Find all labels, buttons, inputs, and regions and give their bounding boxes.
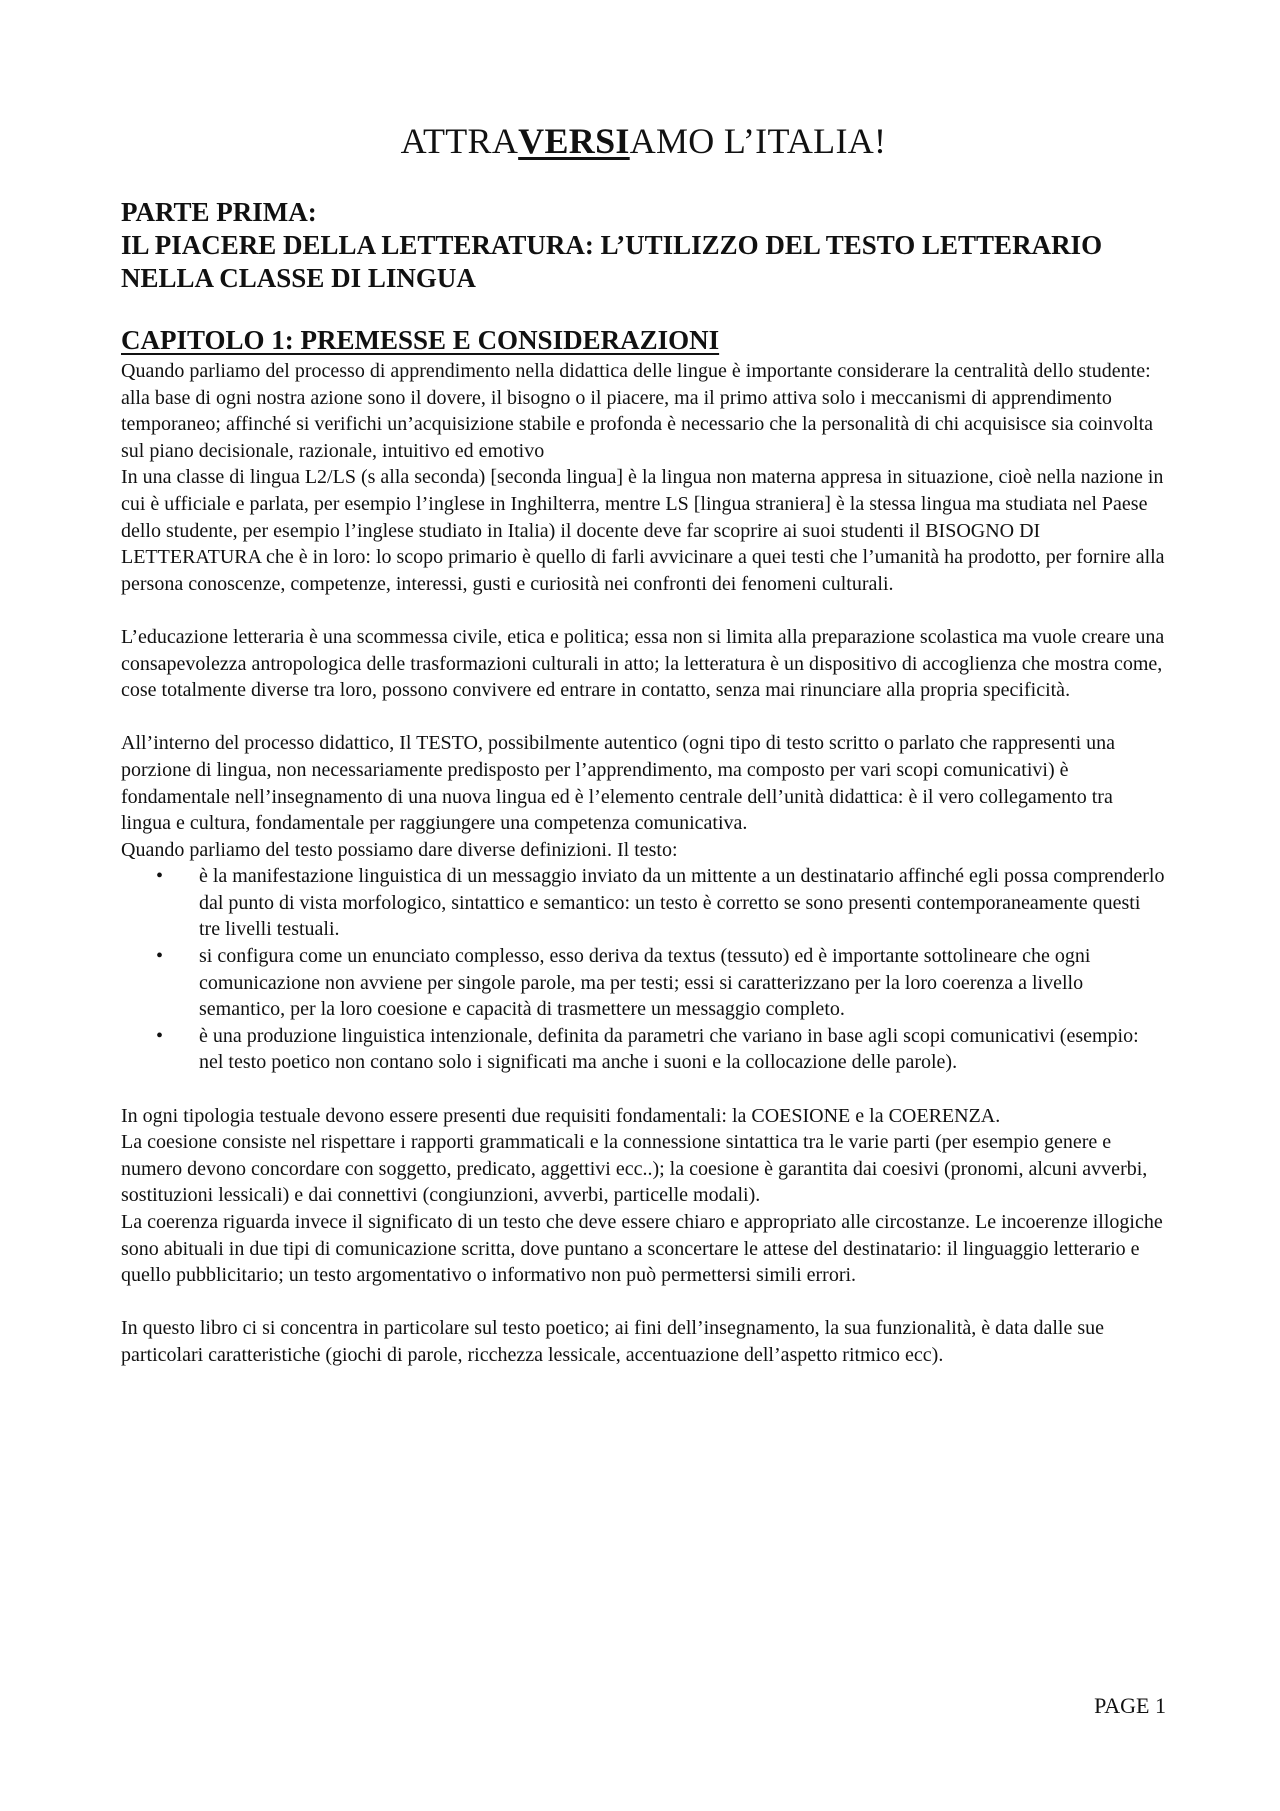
paragraph: In una classe di lingua L2/LS (s alla seconda) [seconda lingua] è la lingua non materna appresa in situazione, cioè nella nazione in cui è ufficiale e parlata, per esempio l’inglese in Inghilterra, mentre LS [lingua straniera] è la stessa lingua ma studiata nel Paese dello studente, per esempio l’inglese studiato in Italia) il docente deve far scoprire ai suoi studenti il BISOGNO DI LETTERATURA che è in loro: lo scopo primario è quello di farli avvicinare a quei testi che l’umanità ha prodotto, per fornire alla persona conoscenze, competenze, interessi, gusti e curiosità nei confronti dei fenomeni culturali. [121, 466, 1165, 595]
title-emphasis: VERSI [518, 121, 630, 161]
paragraph: Quando parliamo del testo possiamo dare diverse definizioni. Il testo: [121, 838, 678, 861]
page-number: PAGE 1 [1094, 1693, 1166, 1718]
part-heading [121, 196, 1166, 295]
paragraph: L’educazione letteraria è una scommessa civile, etica e politica; essa non si limita alla preparazione scolastica ma vuole creare una consapevolezza antropologica delle trasformazioni culturali in atto; la letteratura è un dispositivo di accoglienza che mostra come, cose totalmente diverse tra loro, possono convivere ed entrare in contatto, senza mai rinunciare alla propria specificità. [121, 625, 1165, 702]
paragraph: Quando parliamo del processo di apprendimento nella didattica delle lingue è importante considerare la centralità dello studente: alla base di ogni nostra azione sono il dovere, il bisogno o il piacere, ma il primo attiva solo i meccanismi di apprendimento temporaneo; affinché si verifichi un’acquisizione stabile e profonda è necessario che la personalità di chi acquisisce sia coinvolta sul piano decisionale, razionale, intuitivo ed emotivo [121, 360, 1154, 462]
list-item [156, 943, 1166, 1023]
document-page [121, 0, 1166, 1811]
title-prefix: ATTRA [400, 121, 519, 161]
definition-list [121, 863, 1166, 1076]
paragraph: La coerenza riguarda invece il significato di un testo che deve essere chiaro e appropriato alle circostanze. Le incoerenze illogiche sono abituali in due tipi di comunicazione scritta, dove puntano a sconcertare le attese del destinatario: il linguaggio letterario e quello pubblicitario; un testo argomentativo o informativo non può permettersi simili errori. [121, 1211, 1163, 1287]
list-item [156, 863, 1166, 943]
title-suffix: AMO L’ITALIA! [629, 121, 887, 161]
paragraph: In ogni tipologia testuale devono essere presenti due requisiti fondamentali: la COESIONE e la COERENZA. [121, 1104, 1001, 1127]
list-item-text: si configura come un enunciato complesso, esso deriva da textus (tessuto) ed è importante sottolineare che ogni comunicazione non avviene per singole parole, ma per testi; essi si caratterizzano per la loro coerenza a livello semantico, per la loro coesione e capacità di trasmettere un messaggio completo. [199, 945, 1091, 1021]
part-heading-subtitle: IL PIACERE DELLA LETTERATURA: L’UTILIZZO DEL TESTO LETTERARIO NELLA CLASSE DI LINGUA [121, 230, 1103, 293]
document-title [121, 120, 1166, 162]
list-item-text: è una produzione linguistica intenzionale, definita da parametri che variano in base agli scopi comunicativi (esempio: nel testo poetico non contano solo i significati ma anche i suoni e la collocazione delle parole). [199, 1024, 1139, 1074]
paragraph: All’interno del processo didattico, Il TESTO, possibilmente autentico (ogni tipo di testo scritto o parlato che rappresenti una porzione di lingua, non necessariamente predisposto per l’apprendimento, ma composto per vari scopi comunicativi) è fondamentale nell’insegnamento di una nuova lingua ed è l’elemento centrale dell’unità didattica: è il vero collegamento tra lingua e cultura, fondamentale per raggiungere una competenza comunicativa. [121, 732, 1116, 835]
list-item [156, 1023, 1166, 1076]
bullet-icon: • [156, 865, 164, 888]
paragraph: In questo libro ci si concentra in particolare sul testo poetico; ai fini dell’insegnamento, la sua funzionalità, è data dalle sue particolari caratteristiche (giochi di parole, ricchezza lessicale, accentuazione dell’aspetto ritmico ecc). [121, 1317, 1105, 1366]
part-heading-line: PARTE PRIMA: [121, 197, 317, 227]
list-item-text: è la manifestazione linguistica di un messaggio inviato da un mittente a un destinatario affinché egli possa comprenderlo dal punto di vista morfologico, sintattico e semantico: un testo è corretto se sono presenti contemporaneamente questi tre livelli testuali. [199, 865, 1165, 941]
chapter-heading: CAPITOLO 1: PREMESSE E CONSIDERAZIONI [121, 325, 720, 355]
paragraph: La coesione consiste nel rispettare i rapporti grammaticali e la connessione sintattica tra le varie parti (per esempio genere e numero devono concordare con soggetto, predicato, aggettivi ecc..); la coesione è garantita dai coesivi (pronomi, alcuni avverbi, sostituzioni lessicali) e dai connettivi (congiunzioni, avverbi, particelle modali). [121, 1131, 1148, 1207]
body-text [121, 358, 1166, 1369]
bullet-icon: • [156, 945, 164, 968]
bullet-icon: • [156, 1024, 164, 1047]
